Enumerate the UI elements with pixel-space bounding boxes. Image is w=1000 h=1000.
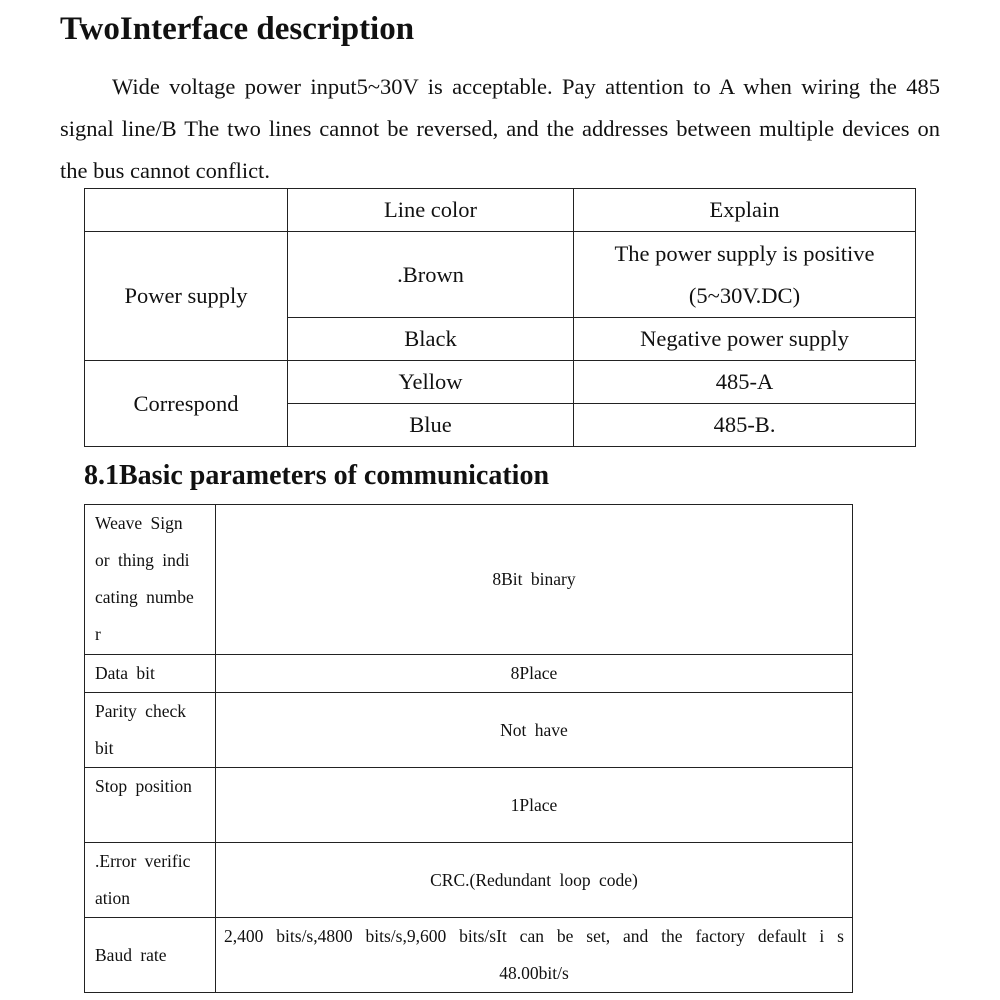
parameter-row	[85, 693, 853, 768]
parameter-row	[85, 918, 853, 993]
parameter-value: 2,400 bits/s,4800 bits/s,9,600 bits/sIt can be set, and the factory default i s 48.00bit/s	[216, 918, 853, 993]
wiring-table-header-row	[85, 189, 916, 232]
wiring-explain: 485-B.	[574, 404, 916, 447]
parameter-label: Data bit	[85, 655, 216, 693]
wiring-line-color: Yellow	[288, 361, 574, 404]
wiring-explain: The power supply is positive (5~30V.DC)	[574, 232, 916, 318]
section-title-interface: TwoInterface description	[60, 11, 415, 47]
parameter-row	[85, 655, 853, 693]
wiring-line-color: .Brown	[288, 232, 574, 318]
wiring-group-label: Correspond	[85, 361, 288, 447]
parameter-row	[85, 505, 853, 655]
wiring-explain: Negative power supply	[574, 318, 916, 361]
wiring-header-line-color: Line color	[288, 189, 574, 232]
wiring-line-color: Black	[288, 318, 574, 361]
wiring-table-row	[85, 361, 916, 404]
wiring-table	[84, 188, 916, 447]
parameter-label: Weave Sign or thing indi cating numbe r	[85, 505, 216, 655]
interface-intro-paragraph: Wide voltage power input5~30V is acceptable. Pay attention to A when wiring the 485 signal line/B The two lines cannot be reversed, and the addresses between multiple devices on the bus cannot conflict.	[60, 74, 940, 183]
wiring-header-blank	[85, 189, 288, 232]
communication-parameters-table	[84, 504, 853, 993]
parameter-value: 8Place	[216, 655, 853, 693]
parameter-row	[85, 768, 853, 843]
parameter-label: Baud rate	[85, 918, 216, 993]
parameter-value: CRC.(Redundant loop code)	[216, 843, 853, 918]
section-title-communication: 8.1Basic parameters of communication	[84, 460, 550, 491]
parameter-row	[85, 843, 853, 918]
parameter-label: Stop position	[85, 768, 216, 843]
wiring-header-explain: Explain	[574, 189, 916, 232]
parameter-value: 8Bit binary	[216, 505, 853, 655]
parameter-label: Parity check bit	[85, 693, 216, 768]
parameter-value: 1Place	[216, 768, 853, 843]
wiring-explain: 485-A	[574, 361, 916, 404]
wiring-table-row	[85, 232, 916, 318]
wiring-line-color: Blue	[288, 404, 574, 447]
wiring-group-label: Power supply	[85, 232, 288, 361]
parameter-label: .Error verific ation	[85, 843, 216, 918]
parameter-value: Not have	[216, 693, 853, 768]
